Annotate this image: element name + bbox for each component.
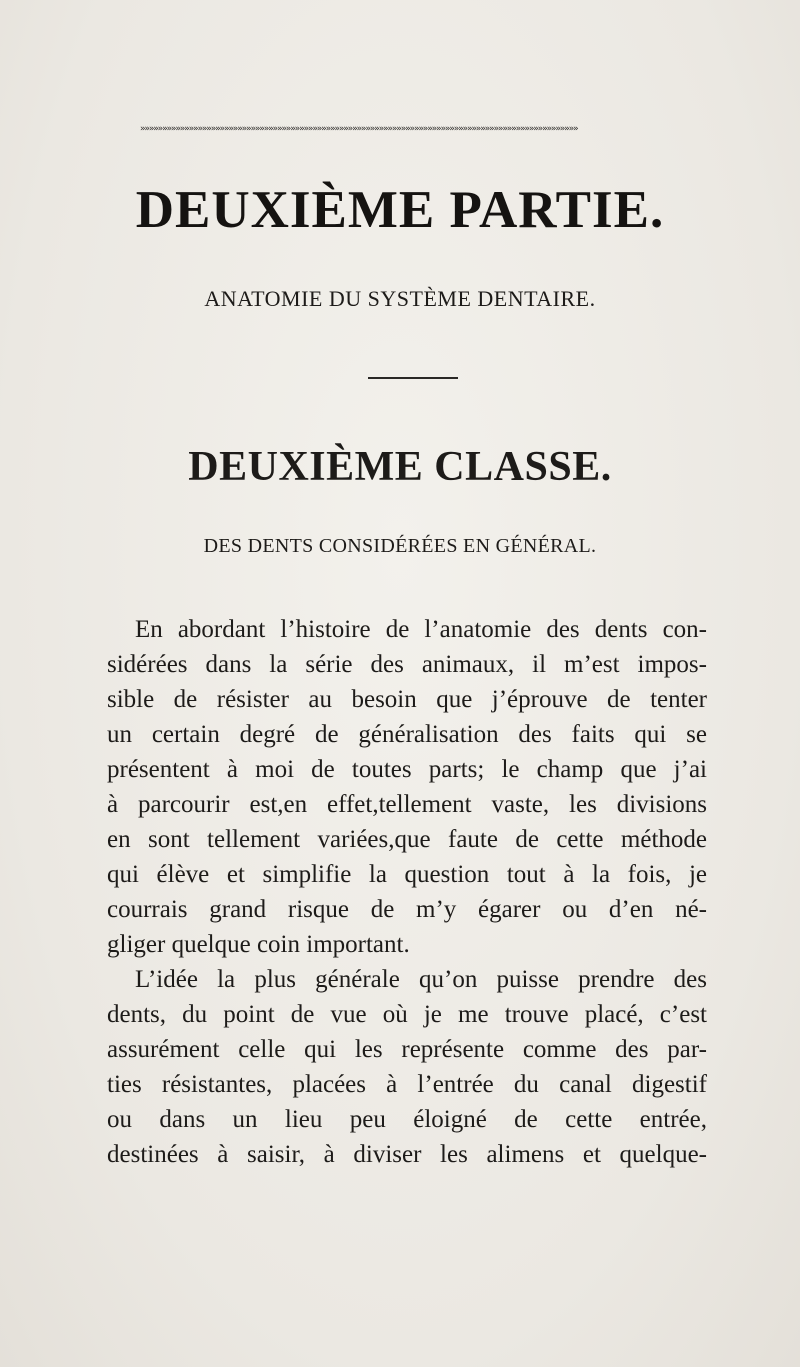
part-subtitle: ANATOMIE DU SYSTÈME DENTAIRE. — [204, 286, 596, 311]
text-line: sible de résister au besoin que j’éprouve de tenter — [107, 686, 707, 713]
section-divider-rule — [368, 377, 458, 379]
text-line: courrais grand risque de m’y égarer ou d’en né- — [107, 896, 707, 923]
text-line: à parcourir est,en effet,tellement vaste, les divisions — [107, 791, 707, 818]
text-line: assurément celle qui les représente comme des par- — [107, 1036, 707, 1063]
text-line: ties résistantes, placées à l’entrée du canal digestif — [107, 1071, 707, 1098]
part-title: DEUXIÈME PARTIE. — [135, 181, 665, 239]
text-line: dents, du point de vue où je me trouve placé, c’est — [107, 1001, 707, 1028]
text-line: gliger quelque coin important. — [107, 931, 410, 958]
text-line: destinées à saisir, à diviser les alimens et quelque- — [107, 1141, 707, 1168]
decorative-header-ornament: »»»»»»»»»»»»»»»»»»»»»»»»»»»»»»»»»»»»»»»»»»»»»»»»»»»»»»»»»»»»»»»»»»»»»»»»»»»»»»»»»»»»»»»»»»»»»»»»»»» — [140, 124, 578, 134]
paragraph-1 — [107, 612, 707, 962]
class-title: DEUXIÈME CLASSE. — [188, 444, 612, 490]
text-line: un certain degré de généralisation des faits qui se — [107, 721, 707, 748]
text-line: présentent à moi de toutes parts; le champ que j’ai — [107, 756, 707, 783]
paragraph-2 — [107, 962, 707, 1172]
text-line: En abordant l’histoire de l’anatomie des dents con- — [135, 616, 707, 643]
body-text — [107, 612, 707, 1172]
text-line: en sont tellement variées,que faute de cette méthode — [107, 826, 707, 853]
class-subtitle: DES DENTS CONSIDÉRÉES EN GÉNÉRAL. — [203, 535, 597, 557]
text-line: sidérées dans la série des animaux, il m’est impos- — [107, 651, 707, 678]
text-line: qui élève et simplifie la question tout à la fois, je — [107, 861, 707, 888]
text-line: L’idée la plus générale qu’on puisse prendre des — [135, 966, 707, 993]
text-line: ou dans un lieu peu éloigné de cette entrée, — [107, 1106, 707, 1133]
